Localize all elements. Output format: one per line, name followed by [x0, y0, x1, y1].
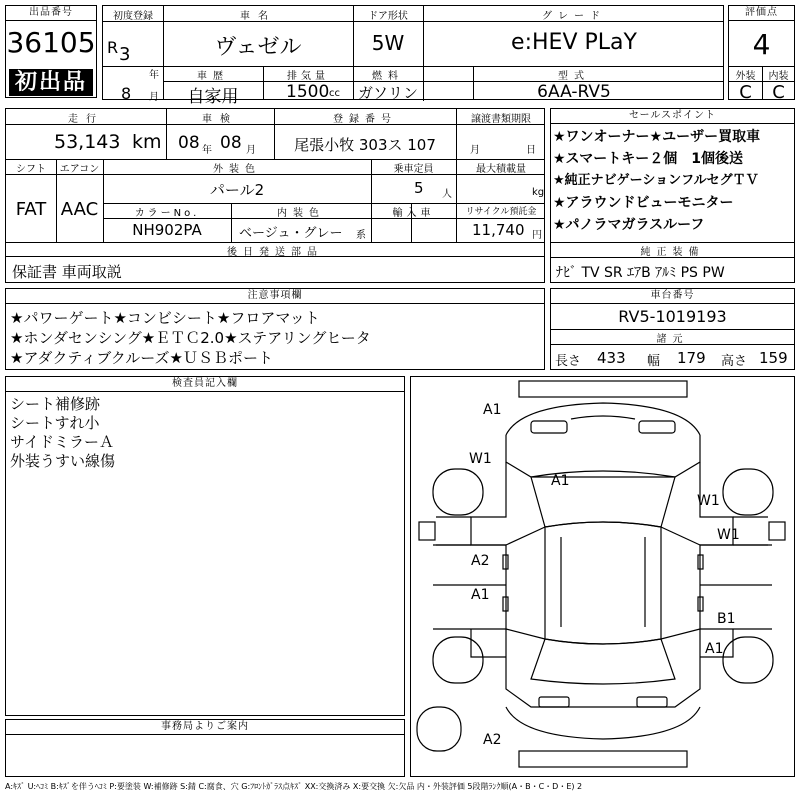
selling-point: ★パノラマガラスルーフ [553, 217, 705, 233]
displacement-unit: cc [329, 88, 340, 99]
selling-point: ★アラウンドビューモニター [553, 195, 734, 211]
selling-point: ★ワンオーナー★ユーザー買取車 [553, 129, 761, 145]
recycle-label: リサイクル預託金 [465, 207, 537, 217]
note-line: ★ホンダセンシング★ＥＴＣ2.0★ステアリングヒータ [10, 329, 371, 347]
capacity-unit: 人 [442, 189, 452, 200]
notes-list [10, 308, 371, 368]
interior-value: C [772, 82, 785, 103]
first-reg-label: 初度登録 [113, 11, 153, 22]
damage-mark: W1 [469, 451, 492, 467]
reg-year-unit: 年 [149, 70, 159, 81]
top-info-box [102, 5, 724, 107]
damage-mark: A1 [705, 641, 724, 657]
exterior-value: C [739, 82, 752, 103]
chassis-label: 車台番号 [551, 289, 794, 304]
grade-value: e:HEV PLaY [511, 30, 637, 55]
genuine-value: ﾅﾋﾞ TV SR ｴｱB ｱﾙﾐ PS PW [556, 265, 725, 281]
mileage-unit: km [132, 131, 162, 153]
selling-point: ★純正ナビゲーションフルセグＴＶ [553, 173, 759, 188]
fuel-label: 燃料 [372, 71, 404, 82]
inspector-line: 外装うすい線傷 [10, 452, 116, 470]
int-color-value: ベージュ・グレー [239, 226, 343, 241]
damage-mark: A2 [483, 732, 502, 748]
car-name-label: 車名 [240, 11, 276, 22]
specs-label: 諸元 [656, 334, 689, 345]
era: R [107, 38, 119, 57]
door-value: 5W [371, 31, 405, 55]
inspector-line: シートすれ小 [10, 414, 100, 432]
selling-points-box [550, 108, 795, 283]
chassis-value: RV5-1019193 [618, 307, 727, 326]
notes-box [5, 288, 545, 370]
ac-value: AAC [60, 199, 99, 220]
score-value: 4 [752, 28, 771, 61]
grade-label: グレード [542, 11, 606, 22]
height-value: 159 [759, 349, 788, 367]
ac-label: エアコン [59, 164, 100, 175]
selling-point: ★スマートキー２個 1個後送 [553, 151, 744, 167]
car-name: ヴェゼル [214, 35, 302, 60]
width-value: 179 [677, 349, 706, 367]
inspection-month-unit: 月 [246, 145, 256, 156]
later-parts-value: 保証書 車両取説 [12, 263, 122, 281]
inspection-year-unit: 年 [202, 145, 212, 156]
mileage-label: 走行 [68, 114, 104, 125]
legend: A:ｷｽﾞ U:ﾍｺﾐ B:ｷｽﾞを伴うﾍｺﾐ P:要塗装 W:補修跡 S:錆 C:腐食、穴 G:ﾌﾛﾝﾄｶﾞﾗｽ点ｷｽﾞ XX:交換済み X:要交換 欠:欠品 内・外装評価 5段階ﾗﾝｸ順(A・B・C・D・E) 2 [5, 782, 583, 791]
length-label: 長さ [555, 354, 582, 369]
plate-label: 登録番号 [333, 114, 397, 125]
mileage-value: 53,143 [54, 131, 121, 153]
color-no-value: NH902PA [132, 221, 202, 239]
model-label: 型式 [558, 71, 590, 82]
shift-label: シフト [16, 164, 46, 175]
vehicle-details-box [5, 108, 545, 257]
damage-mark: A2 [471, 553, 490, 569]
history-label: 車歴 [197, 71, 229, 82]
inspector-line: シート補修跡 [10, 395, 101, 413]
length-value: 433 [597, 349, 626, 367]
recycle-value: 11,740 [472, 221, 525, 239]
inspection-month: 08 [220, 133, 242, 153]
history-value: 自家用 [187, 87, 239, 107]
capacity-value: 5 [414, 179, 424, 197]
first-listing-badge: 初出品 [9, 69, 93, 96]
inspector-box [5, 376, 405, 716]
displacement-label: 排気量 [287, 71, 329, 82]
damage-mark: A1 [551, 473, 570, 489]
lot-number-box [5, 5, 97, 98]
damage-mark: B1 [717, 611, 736, 627]
damage-diagram-box [410, 376, 795, 777]
exterior-label: 外装 [735, 71, 756, 82]
int-color-suffix: 系 [356, 230, 366, 241]
width-label: 幅 [647, 354, 661, 369]
genuine-label: 純正装備 [640, 247, 705, 258]
reg-month: 8 [121, 84, 132, 103]
inspection-label: 車検 [202, 114, 238, 125]
inspector-list [10, 395, 115, 471]
ext-color-label: 外装色 [213, 164, 261, 175]
office-box [5, 719, 405, 777]
damage-mark: A1 [483, 402, 502, 418]
office-label: 事務局よりご案内 [6, 720, 404, 735]
recycle-unit: 円 [532, 230, 542, 241]
reg-month-unit: 月 [149, 92, 159, 103]
ext-color-value: パール2 [209, 181, 265, 199]
selling-points-list [553, 126, 760, 236]
lot-number: 36105 [6, 26, 96, 59]
displacement-value: 1500 [286, 82, 330, 102]
note-line: ★パワーゲート★コンビシート★フロアマット [10, 309, 320, 327]
shift-value: FAT [15, 199, 47, 220]
later-parts-label: 後日発送部品 [227, 247, 323, 258]
score-label: 評価点 [729, 6, 794, 21]
reg-year: 3 [119, 44, 131, 65]
inspector-label: 検査員記入欄 [6, 377, 404, 392]
later-parts-box [5, 256, 545, 283]
lot-number-label: 出品番号 [6, 6, 96, 21]
color-no-label: カラーNo. [134, 208, 200, 219]
height-label: 高さ [721, 354, 748, 369]
load-unit: kg [532, 187, 545, 198]
import-label: 輸入車 [392, 208, 435, 219]
transfer-month: 月 [470, 145, 480, 156]
notes-label: 注意事項欄 [6, 289, 544, 304]
inspection-year: 08 [178, 133, 200, 153]
damage-mark: W1 [697, 493, 720, 509]
inspector-line: サイドミラーＡ [10, 433, 114, 451]
note-line: ★アダクティブクルーズ★ＵＳＢポート [10, 349, 273, 367]
fuel-value: ガソリン [357, 84, 418, 102]
model-value: 6AA-RV5 [537, 82, 611, 102]
transfer-day: 日 [526, 145, 536, 156]
transfer-label: 譲渡書類期限 [471, 114, 531, 125]
load-label: 最大積載量 [476, 164, 526, 175]
damage-mark: A1 [471, 587, 490, 603]
capacity-label: 乗車定員 [393, 164, 434, 175]
int-color-label: 内装色 [277, 208, 325, 219]
score-box [728, 5, 795, 103]
door-label: ドア形状 [368, 11, 408, 22]
chassis-box [550, 288, 795, 370]
plate-value: 尾張小牧 303ス 107 [294, 136, 436, 154]
damage-mark: W1 [717, 527, 740, 543]
car-diagram [411, 377, 794, 776]
selling-points-label: セールスポイント [551, 109, 794, 124]
interior-label: 内装 [768, 71, 789, 82]
